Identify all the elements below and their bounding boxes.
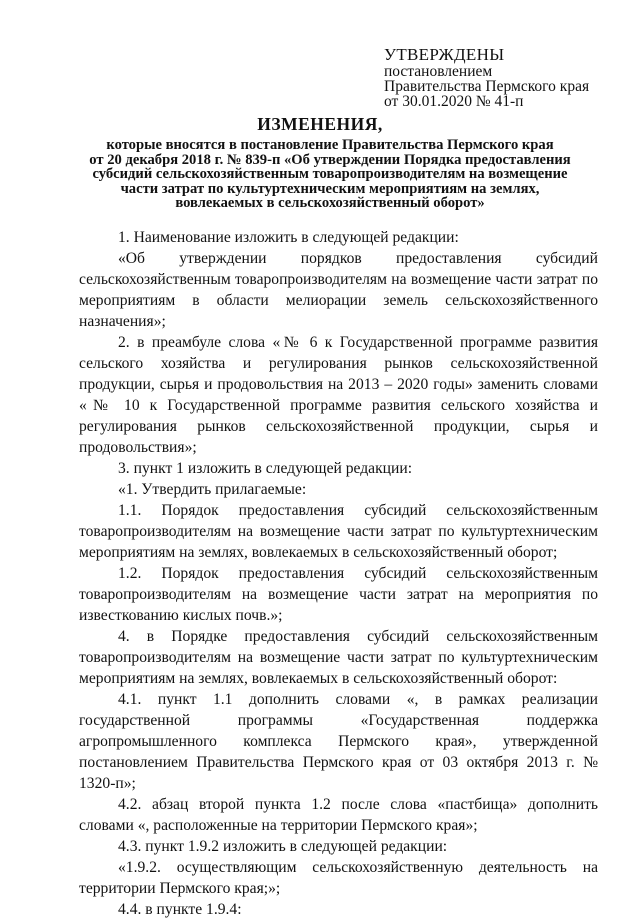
document-title: ИЗМЕНЕНИЯ, (257, 114, 383, 134)
paragraph: 3. пункт 1 изложить в следующей редакции: (118, 460, 413, 477)
approval-line: постановлением (384, 63, 493, 80)
approval-line: Правительства Пермского края (384, 78, 590, 95)
document-body (79, 227, 598, 920)
subtitle-line: части затрат по культуртехническим мероприятиям на землях, (120, 180, 540, 197)
paragraph: 4.1. пункт 1.1 дополнить словами «, в рамках реализации государственной программы «Государственная поддержка агропромышленного комплекса Пермского края», утвержденной постановлением Правительства Пермского края от 03 октября 2013 г. № 1320-п»; (79, 691, 598, 792)
subtitle-line: которые вносятся в постановление Правительства Пермского края (106, 137, 554, 153)
paragraph: 1. Наименование изложить в следующей редакции: (118, 229, 459, 246)
paragraph: «1. Утвердить прилагаемые: (118, 481, 307, 498)
paragraph: 1.1. Порядок предоставления субсидий сельскохозяйственным товаропроизводителям на возмещение части затрат по культуртехническим мероприятиям на землях, вовлекаемых в сельскохозяйственный оборот; (79, 502, 598, 561)
approval-line: от 30.01.2020 № 41-п (384, 93, 524, 110)
paragraph: 4.2. абзац второй пункта 1.2 после слова «пастбища» дополнить словами «, расположенные на территории Пермского края»; (79, 796, 598, 834)
paragraph: 4.3. пункт 1.9.2 изложить в следующей редакции: (118, 838, 448, 855)
paragraph: 4.4. в пункте 1.9.4: (118, 901, 242, 918)
approval-stamp (384, 46, 589, 109)
subtitle-line: вовлекаемых в сельскохозяйственный оборот» (175, 195, 485, 212)
subtitle-line: субсидий сельскохозяйственным товаропроизводителям на возмещение (92, 166, 568, 183)
paragraph: «Об утверждении порядков предоставления субсидий сельскохозяйственным товаропроизводителям на возмещение части затрат по мероприятиям в области мелиорации земель сельскохозяйственного назначения»; (79, 250, 598, 330)
approval-heading: УТВЕРЖДЕНЫ (384, 45, 505, 64)
paragraph: 2. в преамбуле слова «№ 6 к Государственной программе развития сельского хозяйства и регулирования рынков сельскохозяйственной продукции, сырья и продовольствия на 2013 – 2020 годы» заменить словами «№ 10 к Государственной программе развития сельского хозяйства и регулирования рынков сельскохозяйственной продукции, сырья и продовольствия»; (79, 334, 598, 456)
document-subtitle (60, 138, 600, 211)
subtitle-line: от 20 декабря 2018 г. № 839-п «Об утверждении Порядка предоставления (89, 151, 571, 168)
paragraph: 4. в Порядке предоставления субсидий сельскохозяйственным товаропроизводителям на возмещение части затрат по культуртехническим мероприятиям на землях, вовлекаемых в сельскохозяйственный оборот: (79, 628, 598, 687)
paragraph: 1.2. Порядок предоставления субсидий сельскохозяйственным товаропроизводителям на возмещение части затрат на мероприятия по известкованию кислых почв.»; (79, 565, 598, 624)
paragraph: «1.9.2. осуществляющим сельскохозяйственную деятельность на территории Пермского края;»; (79, 859, 598, 897)
